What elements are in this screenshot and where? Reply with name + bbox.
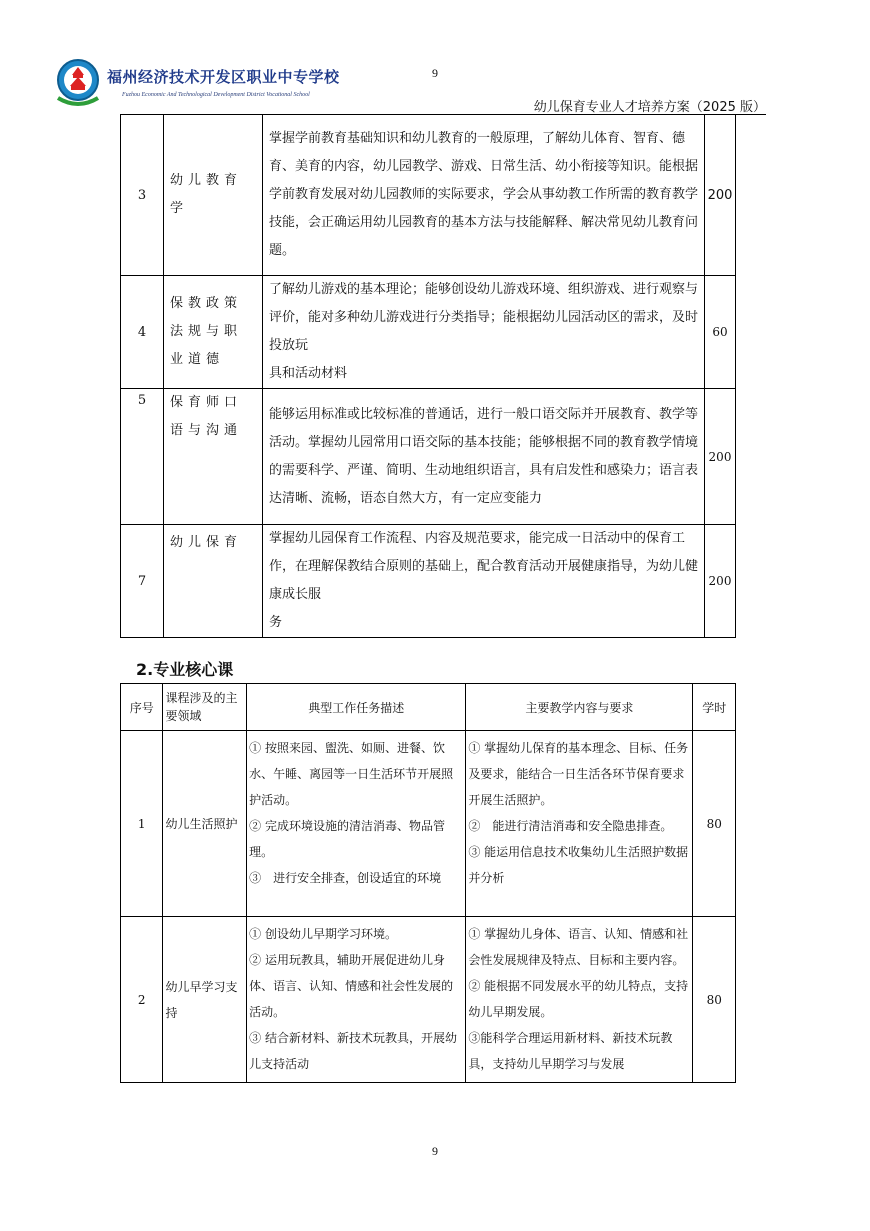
table-row <box>121 276 736 389</box>
course-hours: 200 <box>705 525 736 638</box>
course-name: 幼儿保育 <box>164 525 263 638</box>
header-area: 课程涉及的主要领域 <box>163 684 247 731</box>
course-hours: 80 <box>693 917 736 1083</box>
course-area: 幼儿早学习支持 <box>163 917 247 1083</box>
course-description: 掌握幼儿园保育工作流程、内容及规范要求，能完成一日活动中的保育工作，在理解保教结合原则的基础上，配合教育活动开展健康指导，为幼儿健康成长服 务 <box>263 525 705 638</box>
school-name: 福州经济技术开发区职业中专学校 <box>107 68 340 86</box>
table-row <box>121 731 736 917</box>
teaching-requirements: ① 掌握幼儿保育的基本理念、目标、任务及要求，能结合一日生活各环节保育要求开展生活照护。 ② 能进行清洁消毒和安全隐患排查。 ③ 能运用信息技术收集幼儿生活照护数据并分析 <box>466 731 693 917</box>
header-hours: 学时 <box>693 684 736 731</box>
table-header-row <box>121 684 736 731</box>
course-number: 7 <box>121 525 164 638</box>
school-name-english: Fuzhou Economic And Technological Development District Vocational School <box>122 92 310 98</box>
section-title: 2.专业核心课 <box>136 660 234 679</box>
course-hours: 80 <box>693 731 736 917</box>
course-name: 幼儿教育学 <box>164 115 263 276</box>
teaching-requirements: ① 掌握幼儿身体、语言、认知、情感和社会性发展规律及特点、目标和主要内容。 ② 能根据不同发展水平的幼儿特点，支持幼儿早期发展。 ③能科学合理运用新材料、新技术玩教具，支持幼儿早期学习与发展 <box>466 917 693 1083</box>
table-row <box>121 389 736 525</box>
course-description: 掌握学前教育基础知识和幼儿教育的一般原理，了解幼儿体育、智育、德育、美育的内容，幼儿园教学、游戏、日常生活、幼小衔接等知识。能根据学前教育发展对幼儿园教师的实际要求，学会从事幼教工作所需的教育教学技能，会正确运用幼儿园教育的基本方法与技能解释、解决常见幼儿教育问题。 <box>263 115 705 276</box>
task-description: ① 创设幼儿早期学习环境。 ② 运用玩教具，辅助开展促进幼儿身体、语言、认知、情感和社会性发展的活动。 ③ 结合新材料、新技术玩教具，开展幼儿支持活动 <box>247 917 466 1083</box>
header-number: 序号 <box>121 684 163 731</box>
course-hours: 200 <box>705 115 736 276</box>
course-description: 能够运用标准或比较标准的普通话，进行一般口语交际并开展教育、教学等活动。掌握幼儿园常用口语交际的基本技能；能够根据不同的教育教学情境的需要科学、严谨、简明、生动地组织语言，具有启发性和感染力；语言表达清晰、流畅，语态自然大方，有一定应变能力 <box>263 389 705 525</box>
course-description: 了解幼儿游戏的基本理论；能够创设幼儿游戏环境、组织游戏、进行观察与评价，能对多种幼儿游戏进行分类指导；能根据幼儿园活动区的需求，及时投放玩 具和活动材料 <box>263 276 705 389</box>
course-name: 保教政策法规与职业道德 <box>164 276 263 389</box>
table-row <box>121 917 736 1083</box>
school-logo <box>56 58 100 108</box>
course-number: 4 <box>121 276 164 389</box>
course-number: 3 <box>121 115 164 276</box>
course-hours: 60 <box>705 276 736 389</box>
task-description: ① 按照来园、盥洗、如厕、进餐、饮水、午睡、离园等一日生活环节开展照护活动。 ② 完成环境设施的清洁消毒、物品管理。 ③ 进行安全排查，创设适宜的环境 <box>247 731 466 917</box>
course-number: 1 <box>121 731 163 917</box>
core-course-table <box>120 683 736 1083</box>
course-name: 保育师口语与沟通 <box>164 389 263 525</box>
header-task: 典型工作任务描述 <box>247 684 466 731</box>
course-area: 幼儿生活照护 <box>163 731 247 917</box>
header-requirements: 主要教学内容与要求 <box>466 684 693 731</box>
table-row <box>121 115 736 276</box>
page-number-top: 9 <box>432 66 438 80</box>
course-hours: 200 <box>705 389 736 525</box>
course-table-continued <box>120 114 736 638</box>
document-title: 幼儿保育专业人才培养方案（2025 版） <box>533 100 766 115</box>
course-number: 2 <box>121 917 163 1083</box>
page-number-bottom: 9 <box>432 1144 438 1158</box>
table-row <box>121 525 736 638</box>
course-number: 5 <box>121 389 164 525</box>
